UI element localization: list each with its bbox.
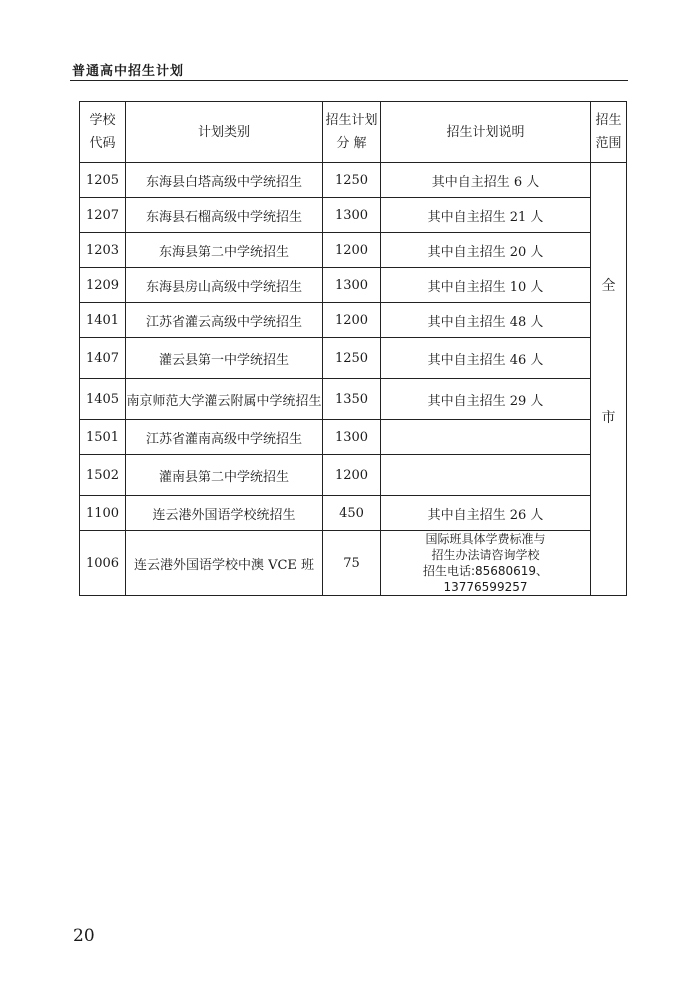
note-line: 招生电话:85680619、13776599257 (422, 564, 549, 594)
international-class-note (381, 531, 591, 596)
plan-type-cell: 东海县房山高级中学统招生 (126, 268, 323, 303)
table-row (80, 496, 627, 531)
plan-note-cell: 其中自主招生 46 人 (381, 338, 591, 379)
header-school-code: 学校 代码 (80, 102, 126, 163)
school-code-cell: 1502 (80, 455, 126, 496)
header-scope: 招生 范围 (591, 102, 627, 163)
plan-type-cell: 连云港外国语学校中澳 VCE 班 (126, 531, 323, 596)
plan-note-cell: 其中自主招生 20 人 (381, 233, 591, 268)
quota-cell: 1350 (323, 379, 381, 420)
school-code-cell: 1207 (80, 198, 126, 233)
table-header-row (80, 102, 627, 163)
table-row (80, 455, 627, 496)
plan-note-cell: 其中自主招生 10 人 (381, 268, 591, 303)
plan-type-cell: 东海县石榴高级中学统招生 (126, 198, 323, 233)
plan-type-cell: 江苏省灌云高级中学统招生 (126, 303, 323, 338)
quota-cell: 1200 (323, 303, 381, 338)
plan-type-cell: 灌南县第二中学统招生 (126, 455, 323, 496)
plan-note-cell: 其中自主招生 26 人 (381, 496, 591, 531)
plan-note-cell: 其中自主招生 48 人 (381, 303, 591, 338)
school-code-cell: 1006 (80, 531, 126, 596)
plan-type-cell: 连云港外国语学校统招生 (126, 496, 323, 531)
quota-cell: 1300 (323, 268, 381, 303)
scope-char: 全 (601, 278, 616, 294)
quota-cell: 1250 (323, 163, 381, 198)
table-row (80, 233, 627, 268)
school-code-cell: 1205 (80, 163, 126, 198)
table-row (80, 163, 627, 198)
plan-type-cell: 灌云县第一中学统招生 (126, 338, 323, 379)
table-row (80, 420, 627, 455)
school-code-cell: 1405 (80, 379, 126, 420)
table-row (80, 379, 627, 420)
plan-type-cell: 东海县白塔高级中学统招生 (126, 163, 323, 198)
enrollment-plan-table (79, 101, 627, 596)
quota-cell: 1300 (323, 420, 381, 455)
scope-cell (591, 163, 627, 596)
header-rule (70, 80, 628, 81)
quota-cell: 75 (323, 531, 381, 596)
note-line: 招生办法请咨询学校 (431, 548, 540, 562)
header-quota: 招生计划 分 解 (323, 102, 381, 163)
plan-note-cell: 其中自主招生 6 人 (381, 163, 591, 198)
plan-note-cell (381, 420, 591, 455)
plan-note-cell: 其中自主招生 29 人 (381, 379, 591, 420)
table-row (80, 198, 627, 233)
school-code-cell: 1203 (80, 233, 126, 268)
table-row (80, 338, 627, 379)
note-line: 国际班具体学费标准与 (425, 532, 546, 546)
plan-note-cell: 其中自主招生 21 人 (381, 198, 591, 233)
quota-cell: 1250 (323, 338, 381, 379)
table-row (80, 268, 627, 303)
plan-type-cell: 东海县第二中学统招生 (126, 233, 323, 268)
quota-cell: 1200 (323, 455, 381, 496)
plan-type-cell: 南京师范大学灌云附属中学统招生 (126, 379, 323, 420)
plan-type-cell: 江苏省灌南高级中学统招生 (126, 420, 323, 455)
scope-char: 市 (601, 410, 616, 426)
quota-cell: 1200 (323, 233, 381, 268)
header-plan-note: 招生计划说明 (381, 102, 591, 163)
table-row (80, 303, 627, 338)
running-title: 普通高中招生计划 (72, 64, 185, 79)
school-code-cell: 1209 (80, 268, 126, 303)
header-plan-type: 计划类别 (126, 102, 323, 163)
quota-cell: 1300 (323, 198, 381, 233)
page-number: 20 (73, 926, 95, 946)
school-code-cell: 1401 (80, 303, 126, 338)
school-code-cell: 1501 (80, 420, 126, 455)
school-code-cell: 1100 (80, 496, 126, 531)
plan-note-cell (381, 455, 591, 496)
school-code-cell: 1407 (80, 338, 126, 379)
table-row (80, 531, 627, 596)
quota-cell: 450 (323, 496, 381, 531)
